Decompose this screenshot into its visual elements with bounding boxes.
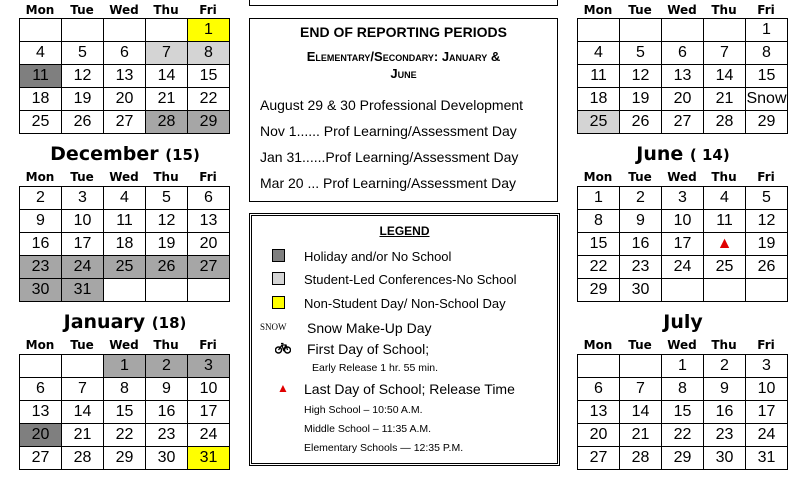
weekday-header-november <box>19 1 229 18</box>
day-cell: 20 <box>662 88 704 111</box>
empty-day-cell <box>146 279 188 302</box>
week-row <box>20 401 230 424</box>
day-cell: 13 <box>188 210 230 233</box>
day-cell: 22 <box>104 424 146 447</box>
day-cell: 18 <box>104 233 146 256</box>
month-name: January <box>63 311 146 333</box>
empty-day-cell <box>620 355 662 378</box>
day-cell: 30 <box>146 447 188 470</box>
empty-day-cell <box>20 355 62 378</box>
empty-day-cell <box>20 19 62 42</box>
week-row <box>20 447 230 470</box>
reporting-periods-box <box>249 18 558 202</box>
week-row <box>578 233 788 256</box>
day-cell: 23 <box>620 256 662 279</box>
day-cell: 9 <box>620 210 662 233</box>
weekday-label: Wed <box>667 169 697 184</box>
weekday-header-may <box>577 1 787 18</box>
week-row <box>20 233 230 256</box>
day-cell: 31 <box>188 447 230 470</box>
day-cell: 1 <box>104 355 146 378</box>
legend-middle-school: Middle School – 11:35 A.M. <box>304 423 432 435</box>
day-cell: 27 <box>104 111 146 134</box>
day-cell: 11 <box>704 210 746 233</box>
day-cell: 13 <box>578 401 620 424</box>
empty-day-cell <box>620 19 662 42</box>
conference-swatch <box>272 272 285 285</box>
weekday-label: Thu <box>711 169 737 184</box>
day-cell: 22 <box>188 88 230 111</box>
reporting-periods-subtitle-2: June <box>390 66 417 81</box>
day-cell: 23 <box>146 424 188 447</box>
weekday-label: Tue <box>628 169 652 184</box>
day-cell: 27 <box>662 111 704 134</box>
day-cell: 5 <box>746 187 788 210</box>
day-cell: 7 <box>146 42 188 65</box>
legend-holiday: Holiday and/or No School <box>304 249 452 264</box>
day-cell: 5 <box>62 42 104 65</box>
last-day-marker: ▲ <box>704 233 746 256</box>
day-cell: Snow <box>746 88 788 111</box>
weekday-label: Mon <box>25 2 55 17</box>
day-cell: 11 <box>578 65 620 88</box>
day-cell: 17 <box>662 233 704 256</box>
calendar-july <box>577 354 788 470</box>
legend-conferences: Student-Led Conferences-No School <box>304 272 517 287</box>
weekday-header-january <box>19 336 229 353</box>
day-cell: 16 <box>146 401 188 424</box>
day-cell: 7 <box>620 378 662 401</box>
day-cell: 8 <box>746 42 788 65</box>
day-cell: 20 <box>104 88 146 111</box>
legend-first-day-sub: Early Release 1 hr. 55 min. <box>312 362 439 374</box>
day-cell: 15 <box>188 65 230 88</box>
day-cell: 10 <box>662 210 704 233</box>
weekday-label: Fri <box>199 169 217 184</box>
day-cell: 19 <box>146 233 188 256</box>
weekday-label: Tue <box>628 2 652 17</box>
day-cell: 2 <box>620 187 662 210</box>
empty-day-cell <box>104 19 146 42</box>
weekday-label: Tue <box>70 337 94 352</box>
day-cell: 29 <box>188 111 230 134</box>
weekday-label: Mon <box>583 169 613 184</box>
weekday-label: Wed <box>667 337 697 352</box>
day-cell: 14 <box>146 65 188 88</box>
day-cell: 28 <box>146 111 188 134</box>
day-cell: 9 <box>704 378 746 401</box>
day-cell: 15 <box>104 401 146 424</box>
day-cell: 2 <box>20 187 62 210</box>
day-cell: 1 <box>578 187 620 210</box>
legend-box <box>249 213 560 466</box>
reporting-periods-subtitle: Elementary/Secondary: January & <box>306 49 501 64</box>
school-day-count: ( 14) <box>689 146 730 164</box>
day-cell: 21 <box>146 88 188 111</box>
day-cell: 21 <box>620 424 662 447</box>
day-cell: 30 <box>704 447 746 470</box>
weekday-label: Mon <box>25 337 55 352</box>
day-cell: 6 <box>662 42 704 65</box>
day-cell: 3 <box>62 187 104 210</box>
day-cell: 10 <box>188 378 230 401</box>
day-cell: 6 <box>188 187 230 210</box>
day-cell: 21 <box>704 88 746 111</box>
reporting-periods-title: END OF REPORTING PERIODS <box>300 24 507 40</box>
day-cell: 6 <box>104 42 146 65</box>
week-row <box>578 424 788 447</box>
day-cell: 24 <box>662 256 704 279</box>
day-cell: 10 <box>746 378 788 401</box>
day-cell: 8 <box>188 42 230 65</box>
calendar-june <box>577 186 788 302</box>
empty-day-cell <box>104 279 146 302</box>
empty-day-cell <box>188 279 230 302</box>
weekday-header-july <box>577 336 787 353</box>
weekday-label: Thu <box>711 337 737 352</box>
weekday-label: Tue <box>70 2 94 17</box>
weekday-label: Wed <box>109 2 139 17</box>
day-cell: 5 <box>620 42 662 65</box>
weekday-label: Fri <box>757 337 775 352</box>
day-cell: 6 <box>20 378 62 401</box>
day-cell: 12 <box>146 210 188 233</box>
legend-high-school: High School – 10:50 A.M. <box>304 404 423 416</box>
top-box-stub <box>249 0 558 6</box>
day-cell: 14 <box>62 401 104 424</box>
day-cell: 1 <box>746 19 788 42</box>
day-cell: 29 <box>746 111 788 134</box>
week-row <box>20 19 230 42</box>
day-cell: 27 <box>188 256 230 279</box>
day-cell: 13 <box>20 401 62 424</box>
day-cell: 15 <box>746 65 788 88</box>
empty-day-cell <box>62 355 104 378</box>
week-row <box>20 256 230 279</box>
day-cell: 24 <box>746 424 788 447</box>
day-cell: 29 <box>662 447 704 470</box>
weekday-label: Thu <box>153 169 179 184</box>
day-cell: 25 <box>578 111 620 134</box>
reporting-line: Nov 1...... Prof Learning/Assessment Day <box>260 123 517 139</box>
day-cell: 7 <box>704 42 746 65</box>
week-row <box>578 210 788 233</box>
day-cell: 30 <box>20 279 62 302</box>
empty-day-cell <box>62 19 104 42</box>
week-row <box>578 378 788 401</box>
month-title-june <box>577 143 789 165</box>
day-cell: 1 <box>188 19 230 42</box>
weekday-label: Mon <box>583 2 613 17</box>
day-cell: 20 <box>20 424 62 447</box>
week-row <box>578 19 788 42</box>
day-cell: 1 <box>662 355 704 378</box>
day-cell: 13 <box>104 65 146 88</box>
week-row <box>578 355 788 378</box>
day-cell: 25 <box>20 111 62 134</box>
week-row <box>20 111 230 134</box>
day-cell: 26 <box>746 256 788 279</box>
day-cell: 29 <box>578 279 620 302</box>
day-cell: 20 <box>188 233 230 256</box>
day-cell: 23 <box>20 256 62 279</box>
day-cell: 26 <box>62 111 104 134</box>
day-cell: 3 <box>188 355 230 378</box>
week-row <box>20 355 230 378</box>
weekday-label: Wed <box>109 337 139 352</box>
day-cell: 8 <box>662 378 704 401</box>
week-row <box>578 42 788 65</box>
day-cell: 10 <box>62 210 104 233</box>
day-cell: 21 <box>62 424 104 447</box>
weekday-label: Thu <box>153 2 179 17</box>
week-row <box>578 447 788 470</box>
reporting-line: Jan 31......Prof Learning/Assessment Day <box>260 149 519 165</box>
weekday-label: Thu <box>711 2 737 17</box>
calendar-may <box>577 18 788 134</box>
day-cell: 3 <box>662 187 704 210</box>
empty-day-cell <box>704 279 746 302</box>
day-cell: 17 <box>62 233 104 256</box>
empty-day-cell <box>662 279 704 302</box>
day-cell: 12 <box>620 65 662 88</box>
week-row <box>20 65 230 88</box>
calendar-january <box>19 354 230 470</box>
calendar-november <box>19 18 230 134</box>
day-cell: 28 <box>620 447 662 470</box>
day-cell: 26 <box>146 256 188 279</box>
day-cell: 4 <box>20 42 62 65</box>
school-day-count: (15) <box>165 146 200 164</box>
day-cell: 28 <box>62 447 104 470</box>
weekday-label: Mon <box>25 169 55 184</box>
day-cell: 25 <box>704 256 746 279</box>
weekday-label: Fri <box>199 337 217 352</box>
day-cell: 18 <box>20 88 62 111</box>
day-cell: 9 <box>20 210 62 233</box>
week-row <box>20 42 230 65</box>
day-cell: 16 <box>20 233 62 256</box>
month-name: July <box>663 311 703 333</box>
empty-day-cell <box>704 19 746 42</box>
legend-first-day: First Day of School; <box>307 341 430 357</box>
week-row <box>20 424 230 447</box>
day-cell: 6 <box>578 378 620 401</box>
week-row <box>20 88 230 111</box>
day-cell: 4 <box>578 42 620 65</box>
week-row <box>20 210 230 233</box>
day-cell: 27 <box>578 447 620 470</box>
day-cell: 13 <box>662 65 704 88</box>
weekday-label: Tue <box>70 169 94 184</box>
day-cell: 31 <box>746 447 788 470</box>
week-row <box>20 378 230 401</box>
day-cell: 19 <box>62 88 104 111</box>
day-cell: 8 <box>578 210 620 233</box>
week-row <box>578 256 788 279</box>
reporting-line: August 29 & 30 Professional Development <box>260 97 524 113</box>
day-cell: 2 <box>704 355 746 378</box>
day-cell: 12 <box>62 65 104 88</box>
week-row <box>578 88 788 111</box>
legend-snow: Snow Make-Up Day <box>307 320 432 336</box>
weekday-label: Wed <box>109 169 139 184</box>
week-row <box>578 279 788 302</box>
holiday-swatch <box>272 249 285 262</box>
weekday-label: Fri <box>757 169 775 184</box>
day-cell: 15 <box>662 401 704 424</box>
day-cell: 11 <box>104 210 146 233</box>
empty-day-cell <box>146 19 188 42</box>
day-cell: 20 <box>578 424 620 447</box>
day-cell: 17 <box>746 401 788 424</box>
day-cell: 22 <box>662 424 704 447</box>
day-cell: 18 <box>578 88 620 111</box>
week-row <box>578 401 788 424</box>
day-cell: 24 <box>188 424 230 447</box>
legend-elementary: Elementary Schools — 12:35 P.M. <box>304 442 464 454</box>
weekday-label: Wed <box>667 2 697 17</box>
day-cell: 16 <box>704 401 746 424</box>
day-cell: 24 <box>62 256 104 279</box>
day-cell: 4 <box>704 187 746 210</box>
day-cell: 3 <box>746 355 788 378</box>
day-cell: 9 <box>146 378 188 401</box>
day-cell: 29 <box>104 447 146 470</box>
month-title-july <box>577 311 789 333</box>
day-cell: 19 <box>746 233 788 256</box>
day-cell: 31 <box>62 279 104 302</box>
legend-non-student: Non-Student Day/ Non-School Day <box>304 296 506 311</box>
day-cell: 2 <box>146 355 188 378</box>
month-name: June <box>636 143 684 165</box>
weekday-header-june <box>577 168 787 185</box>
day-cell: 30 <box>620 279 662 302</box>
legend-last-day: Last Day of School; Release Time <box>304 381 515 397</box>
empty-day-cell <box>746 279 788 302</box>
day-cell: 12 <box>746 210 788 233</box>
red-triangle-icon: ▲ <box>277 381 289 395</box>
legend-title: LEGEND <box>379 224 430 238</box>
day-cell: 28 <box>704 111 746 134</box>
day-cell: 27 <box>20 447 62 470</box>
day-cell: 5 <box>146 187 188 210</box>
day-cell: 17 <box>188 401 230 424</box>
day-cell: 26 <box>620 111 662 134</box>
day-cell: 14 <box>704 65 746 88</box>
weekday-label: Tue <box>628 337 652 352</box>
week-row <box>20 279 230 302</box>
week-row <box>578 65 788 88</box>
day-cell: 22 <box>578 256 620 279</box>
empty-day-cell <box>578 355 620 378</box>
weekday-label: Mon <box>583 337 613 352</box>
week-row <box>20 187 230 210</box>
weekday-label: Thu <box>153 337 179 352</box>
week-row <box>578 187 788 210</box>
empty-day-cell <box>578 19 620 42</box>
day-cell: 8 <box>104 378 146 401</box>
weekday-label: Fri <box>757 2 775 17</box>
day-cell: 25 <box>104 256 146 279</box>
day-cell: 16 <box>620 233 662 256</box>
weekday-header-december <box>19 168 229 185</box>
bicycle-icon <box>275 342 291 357</box>
day-cell: 23 <box>704 424 746 447</box>
day-cell: 7 <box>62 378 104 401</box>
non-student-swatch <box>272 296 285 309</box>
week-row <box>578 111 788 134</box>
reporting-line: Mar 20 ... Prof Learning/Assessment Day <box>260 175 516 191</box>
month-title-december <box>19 143 231 165</box>
empty-day-cell <box>662 19 704 42</box>
day-cell: 4 <box>104 187 146 210</box>
day-cell: 14 <box>620 401 662 424</box>
school-day-count: (18) <box>151 314 187 332</box>
snow-tag: SNOW <box>260 322 287 332</box>
day-cell: 15 <box>578 233 620 256</box>
day-cell: 11 <box>20 65 62 88</box>
weekday-label: Fri <box>199 2 217 17</box>
calendar-december <box>19 186 230 302</box>
month-name: December <box>50 143 159 165</box>
day-cell: 19 <box>620 88 662 111</box>
month-title-january <box>19 311 231 333</box>
